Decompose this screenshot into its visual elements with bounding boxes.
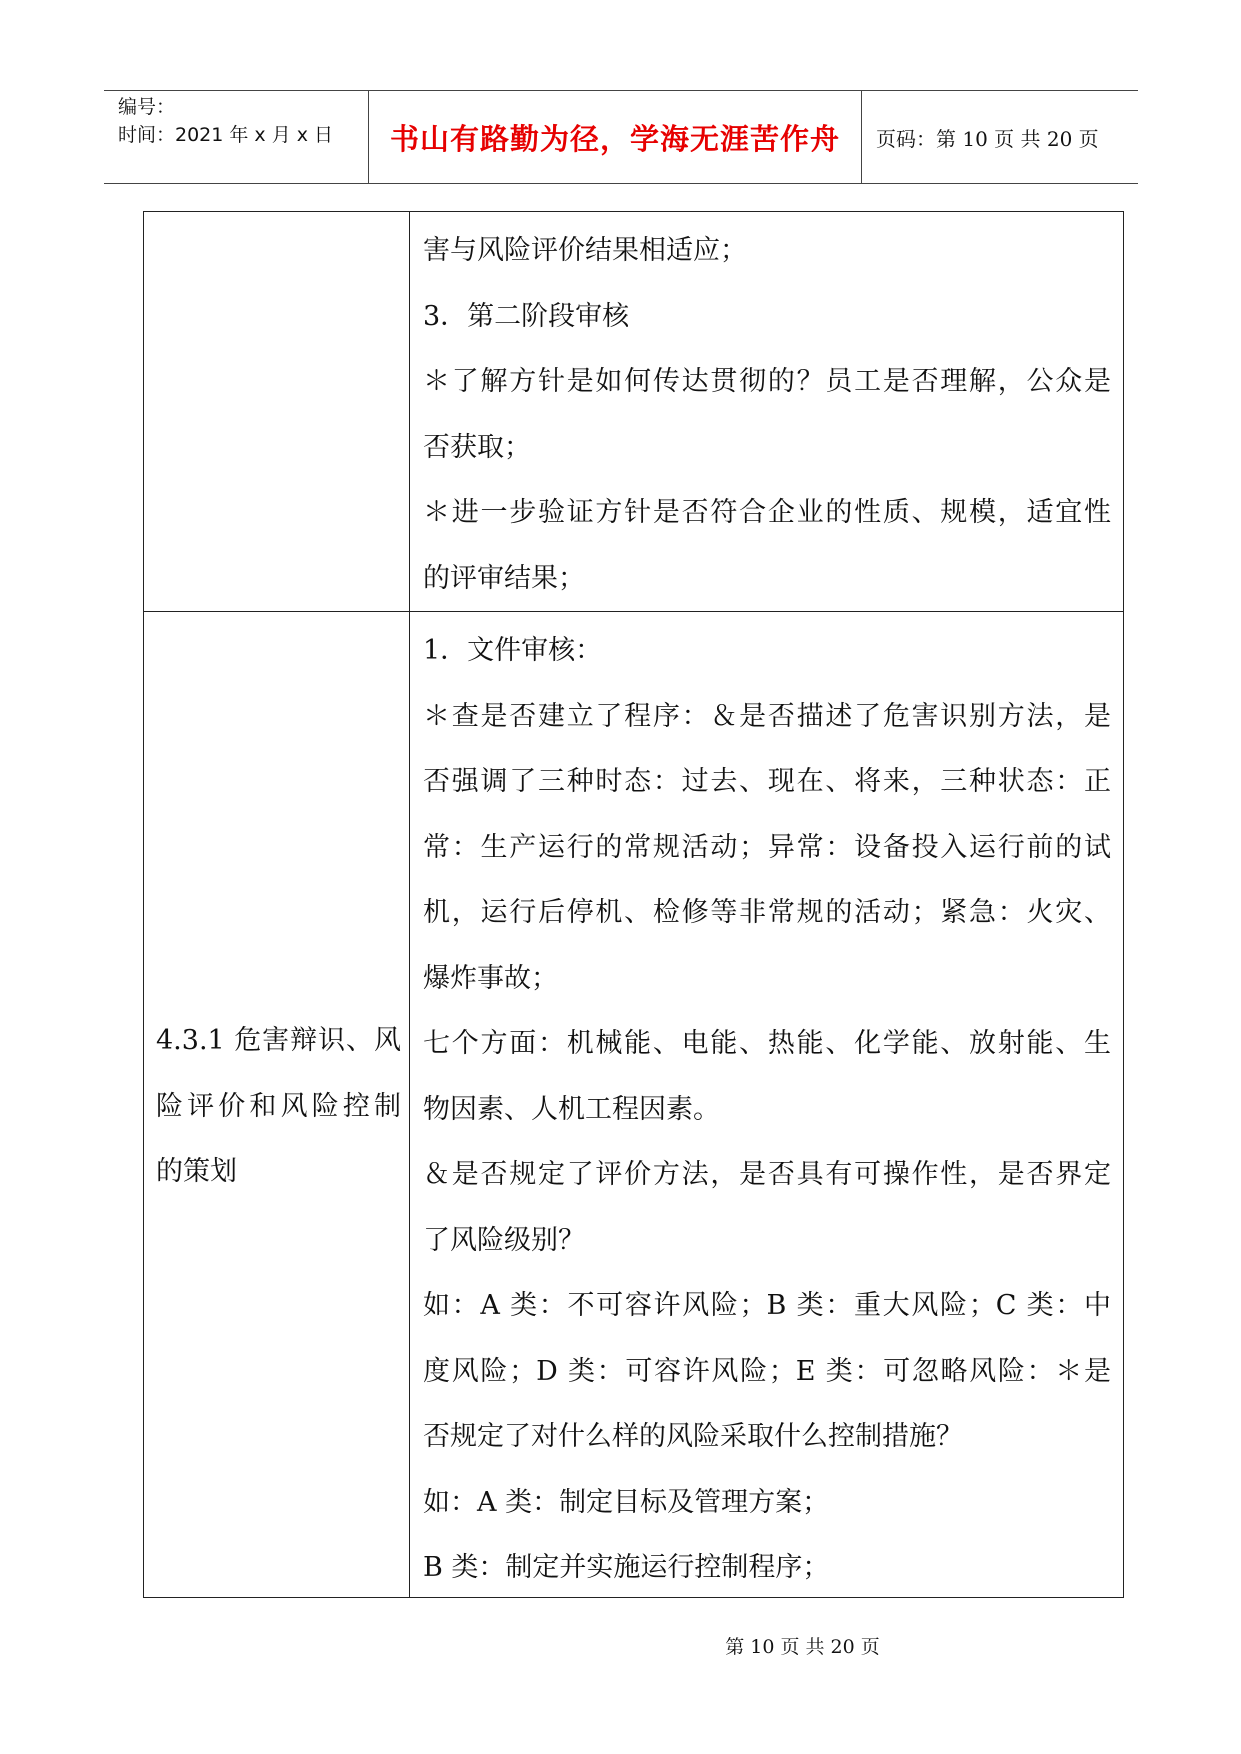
clause-line: 的策划: [156, 1156, 237, 1187]
number-label: 编号：: [118, 96, 176, 118]
page-header: [104, 90, 1138, 184]
content-line: 的评审结果；: [423, 562, 585, 594]
content-line: 否强调了三种时态：过去、现在、将来，三种状态：正: [423, 766, 1111, 797]
content-line: 七个方面：机械能、电能、热能、化学能、放射能、生: [423, 1028, 1111, 1059]
clause-title: [156, 1008, 401, 1205]
content-line: ＊进一步验证方针是否符合企业的性质、规模，适宜性: [423, 497, 1111, 528]
content-line: 机，运行后停机、检修等非常规的活动；紧急：火灾、: [423, 897, 1111, 928]
content-line: 了风险级别？: [423, 1224, 585, 1256]
header-meta: [104, 91, 369, 183]
content-cell: [410, 612, 1123, 1597]
content-line: 爆炸事故；: [423, 962, 558, 994]
page-footer: [0, 1632, 1241, 1659]
content-line: 度风险；D 类：可容许风险；E 类：可忽略风险：＊是: [423, 1355, 1111, 1387]
content-line: 如：A 类：不可容许风险；B 类：重大风险；C 类：中: [423, 1290, 1111, 1321]
content-line: 3．第二阶段审核: [423, 300, 630, 332]
content-line: 害与风险评价结果相适应；: [423, 235, 747, 266]
clause-cell: [144, 212, 410, 611]
content-line: ＆是否规定了评价方法，是否具有可操作性，是否界定: [423, 1159, 1111, 1190]
content-line: B 类：制定并实施运行控制程序；: [423, 1552, 830, 1583]
clause-line: 4.3.1 危害辩识、风: [156, 1025, 401, 1056]
content-line: 否规定了对什么样的风险采取什么控制措施？: [423, 1421, 963, 1452]
content-line: ＊了解方针是如何传达贯彻的？员工是否理解，公众是: [423, 366, 1111, 397]
content-line: 如：A 类：制定目标及管理方案；: [423, 1486, 830, 1518]
header-page-label: 页码：第 10 页 共 20 页: [876, 126, 1099, 151]
content-line: 1．文件审核：: [423, 635, 603, 666]
content-line: 常：生产运行的常规活动；异常：设备投入运行前的试: [423, 831, 1111, 863]
header-motto: 书山有路勤为径，学海无涯苦作舟: [369, 91, 862, 183]
content-line: 否获取；: [423, 431, 531, 463]
clause-cell: [144, 612, 410, 1597]
footer-page-number: 第 10 页 共 20 页: [725, 1636, 880, 1658]
content-cell: [410, 212, 1123, 611]
content-line: ＊查是否建立了程序：＆是否描述了危害识别方法，是: [423, 700, 1111, 732]
audit-table: [143, 211, 1124, 1598]
content-line: 物因素、人机工程因素。: [423, 1093, 720, 1125]
table-row: [144, 212, 1123, 612]
table-row: [144, 612, 1123, 1597]
time-label: 时间：2021 年 x 月 x 日: [118, 124, 334, 146]
clause-line: 险评价和风险控制: [156, 1090, 401, 1122]
